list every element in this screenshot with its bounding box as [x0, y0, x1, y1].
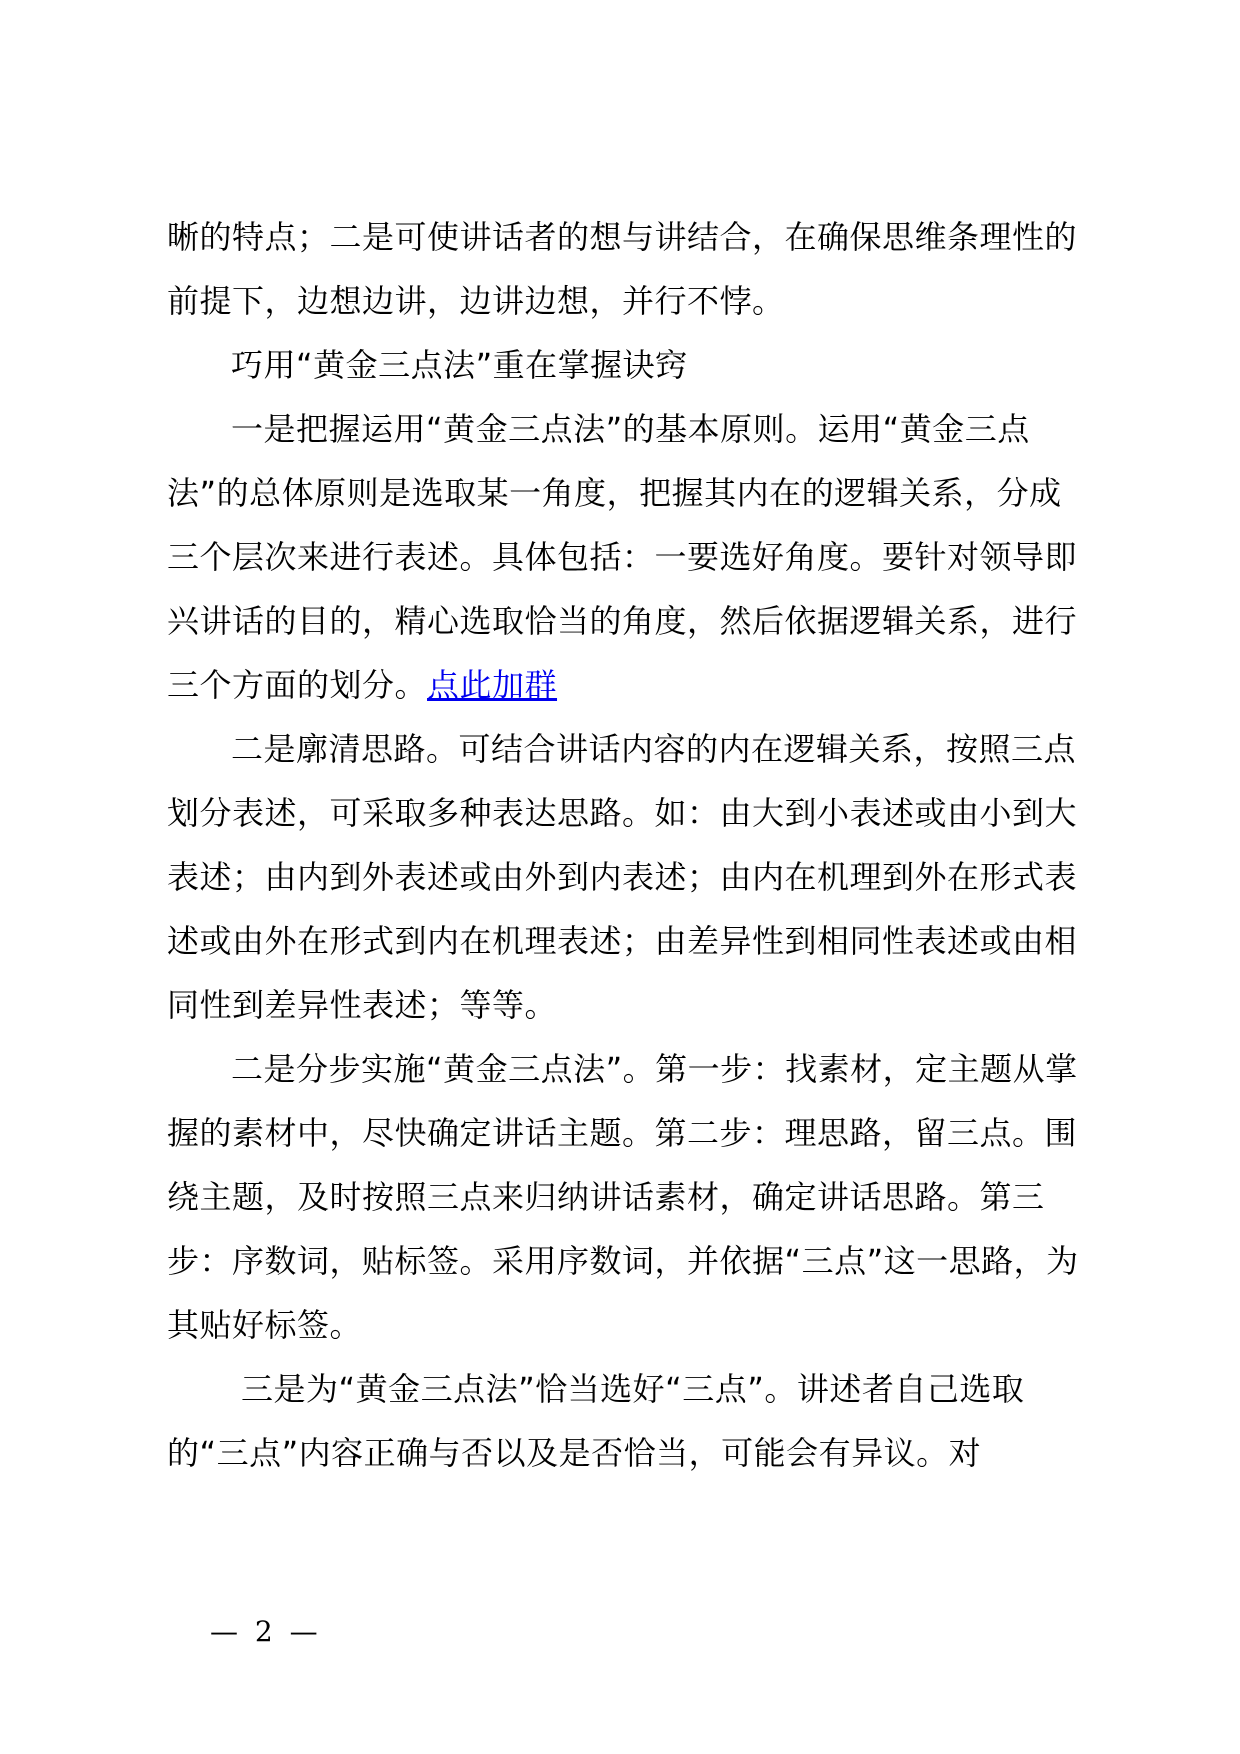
section-heading: 巧用“黄金三点法”重在掌握诀窍: [231, 346, 688, 384]
page-number: — 2 —: [210, 1615, 322, 1648]
continuation-paragraph: 晰的特点；二是可使讲话者的想与讲结合，在确保思维条理性的前提下，边想边讲，边讲边想，并行不悖。: [167, 218, 1078, 320]
paragraph-principles: [167, 397, 1087, 717]
paragraph-clarify: 二是廓清思路。可结合讲话内容的内在逻辑关系，按照三点划分表述，可采取多种表达思路。如：由大到小表述或由小到大表述；由内到外表述或由外到内表述；由内在机理到外在形式表述或由外在形式到内在机理表述；由差异性到相同性表述或由相同性到差异性表述；等等。: [167, 730, 1078, 1024]
document-body: [167, 205, 1087, 1485]
paragraph-steps: 二是分步实施“黄金三点法”。第一步：找素材，定主题从掌握的素材中，尽快确定讲话主题。第二步：理思路，留三点。围绕主题，及时按照三点来归纳讲话素材，确定讲话思路。第三步：序数词，贴标签。采用序数词，并依据“三点”这一思路，为其贴好标签。: [167, 1050, 1079, 1344]
paragraph-principles-text: 一是把握运用“黄金三点法”的基本原则。运用“黄金三点法”的总体原则是选取某一角度，把握其内在的逻辑关系，分成三个层次来进行表述。具体包括：一要选好角度。要针对领导即兴讲话的目的，精心选取恰当的角度，然后依据逻辑关系，进行三个方面的划分。: [167, 410, 1078, 704]
join-group-link[interactable]: 点此加群: [427, 666, 558, 704]
paragraph-three-points: 三是为“黄金三点法”恰当选好“三点”。讲述者自己选取的“三点”内容正确与否以及是否恰当，可能会有异议。对: [167, 1370, 1025, 1472]
